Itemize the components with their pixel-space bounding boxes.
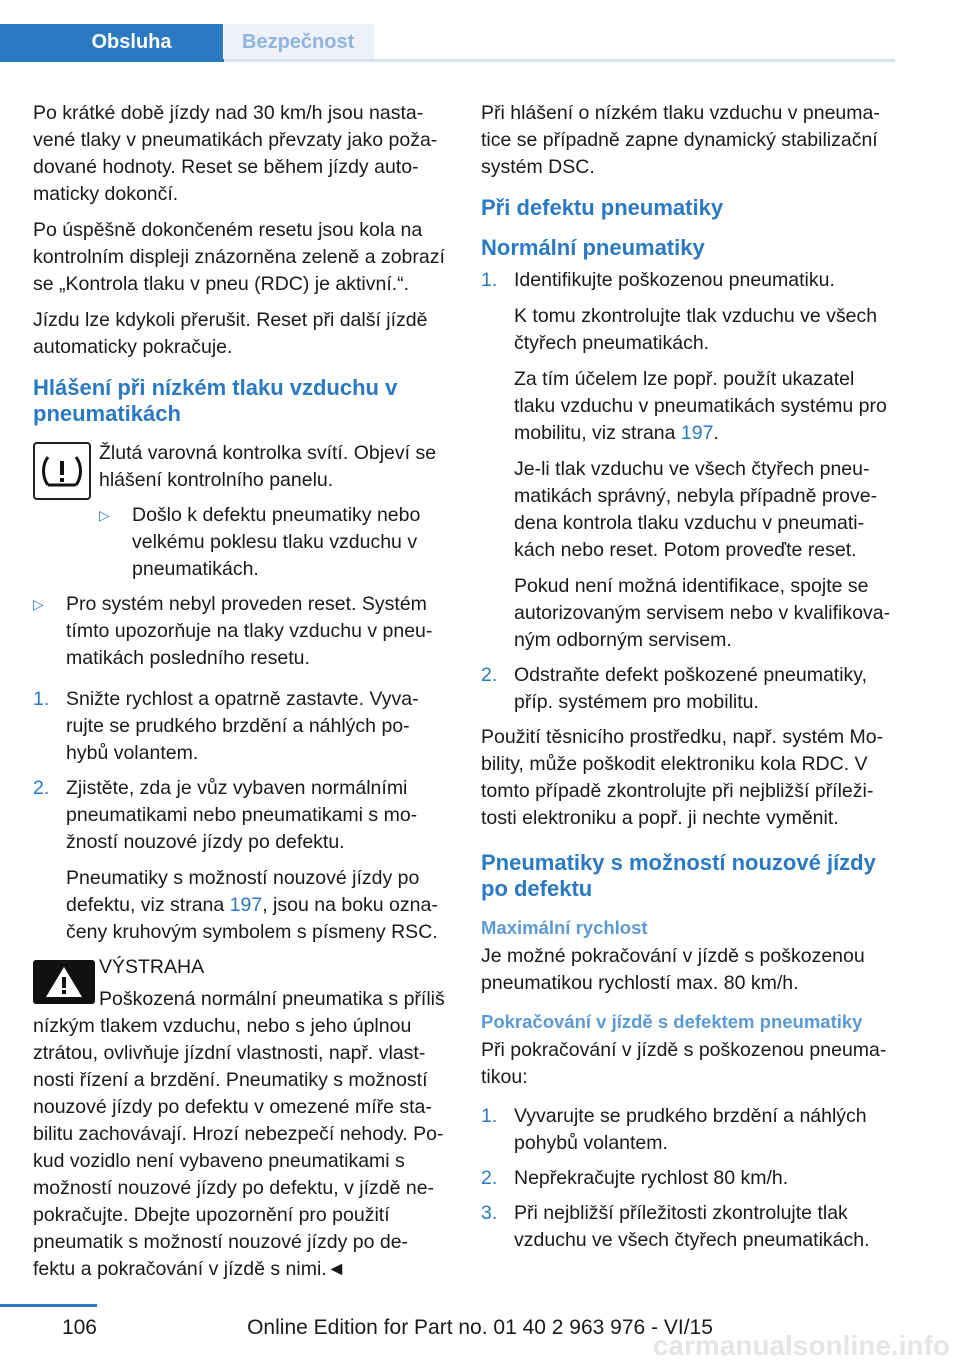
list-item: 1. Identifikujte poškozenou pneumatiku. K tomu zkontrolujte tlak vzduchu ve všech čtyřech pneumatikách. Za tím účelem lze popř. použít ukazatel tlaku vzduchu v pneumatikách systému pro mobilitu, viz strana 197. Je-li tlak vzduchu ve všech čtyřech pneu‐matikách správný, nebyla případně prove‐dena kontrola tlaku vzduchu v pneumati‐kách nebo reset. Potom proveďte reset. Pokud není možná identifikace, spojte se autorizovaným servisem nebo v kvalifikova‐ným odborným servisem. bbox=[481, 269, 891, 651]
indicator-text: Žlutá varovná kontrolka svítí. Objeví se hlášení kontrolního panelu. bbox=[99, 442, 437, 491]
page-number: 106 bbox=[61, 1316, 97, 1339]
page-link[interactable]: 197 bbox=[680, 422, 714, 444]
page-link[interactable]: 197 bbox=[229, 894, 263, 916]
step-number: 2. bbox=[33, 777, 50, 799]
section-heading: Pneumatiky s možností nouzové jízdy po defektu bbox=[481, 850, 876, 901]
header-tabs bbox=[0, 0, 895, 62]
step-list bbox=[481, 1103, 899, 1254]
list-item: 2. Odstraňte defekt poškozené pneumatiky, příp. systémem pro mobilitu. bbox=[481, 664, 868, 713]
bullet-list bbox=[33, 591, 448, 672]
step-number: 2. bbox=[481, 664, 498, 686]
section-heading: Při defektu pneumatiky bbox=[481, 195, 724, 220]
paragraph: Při hlášení o nízkém tlaku vzduchu v pneuma‐tice se případně zapne dynamický stabilizační systém DSC. bbox=[481, 102, 880, 178]
step-number: 1. bbox=[481, 269, 498, 291]
warning-title: VÝSTRAHA bbox=[99, 956, 205, 978]
paragraph: Použití těsnicího prostředku, např. systém Mo‐bility, může poškodit elektroniku kola RDC. V tomto případě zkontrolujte při nejbližší příleži‐tosti elektroniku a popř. ji nechte vyměnit. bbox=[481, 726, 884, 829]
step-number: 2. bbox=[481, 1167, 498, 1189]
step-list bbox=[481, 267, 899, 716]
step-number: 1. bbox=[481, 1105, 498, 1127]
list-item: 3. Při nejbližší příležitosti zkontrolujte tlak vzduchu ve všech čtyřech pneumatikách. bbox=[481, 1202, 870, 1251]
paragraph: Je možné pokračování v jízdě s poškozenou pneumatikou rychlostí max. 80 km/h. bbox=[481, 945, 865, 994]
warning-triangle-icon bbox=[33, 960, 95, 1004]
warning-block bbox=[33, 954, 448, 981]
list-item: 2. Nepřekračujte rychlost 80 km/h. bbox=[481, 1165, 899, 1192]
section-heading: Hlášení při nízkém tlaku vzduchu v pneumatikách bbox=[33, 375, 398, 426]
paragraph: Po krátké době jízdy nad 30 km/h jsou nasta‐vené tlaky v pneumatikách převzaty jako poža‐dované hodnoty. Reset se během jízdy auto‐maticky dokončí. bbox=[33, 102, 438, 205]
sub-heading: Pokračování v jízdě s defektem pneumatiky bbox=[481, 1011, 863, 1032]
paragraph: Po úspěšně dokončeném resetu jsou kola na kontrolním displeji znázorněna zeleně a zobrazí se „Kontrola tlaku v pneu (RDC) je aktivní.“. bbox=[33, 219, 445, 295]
list-item: ▷ Došlo k defektu pneumatiky nebo velkému poklesu tlaku vzduchu v pneumatikách. bbox=[99, 504, 421, 580]
tab-active-indicator bbox=[0, 59, 224, 62]
bullet-list bbox=[99, 502, 448, 583]
edition-footer: Online Edition for Part no. 01 40 2 963 976 - VI/15 bbox=[247, 1316, 713, 1339]
triangle-bullet-icon: ▷ bbox=[33, 596, 44, 612]
paragraph: Jízdu lze kdykoli přerušit. Reset při další jízdě automaticky pokračuje. bbox=[33, 309, 428, 358]
paragraph: Při pokračování v jízdě s poškozenou pneuma‐tikou: bbox=[481, 1039, 887, 1088]
triangle-bullet-icon: ▷ bbox=[99, 507, 110, 523]
list-item: ▷ Pro systém nebyl proveden reset. Systém tímto upozorňuje na tlaky vzduchu v pneu‐matikách posledního resetu. bbox=[33, 593, 433, 669]
left-column bbox=[33, 100, 448, 1283]
list-item: 1. Snižte rychlost a opatrně zastavte. Vyva‐rujte se prudkého brzdění a náhlých po‐hybů volantem. bbox=[33, 688, 419, 764]
step-note: Pneumatiky s možností nouzové jízdy po defektu, viz strana 197, jsou na boku ozna‐čeny kruhovým symbolem s písmeny RSC. bbox=[66, 867, 438, 943]
step-list bbox=[33, 686, 448, 946]
tab-bezpecnost[interactable]: Bezpečnost bbox=[224, 24, 374, 60]
step-number: 3. bbox=[481, 1202, 498, 1224]
page-number-rule bbox=[0, 1304, 97, 1307]
warning-text: Poškozená normální pneumatika s příliš nízkým tlakem vzduchu, nebo s jeho úplnou ztrátou, ovlivňuje jízdní vlastnosti, např. vlast‐nosti řízení a brzdění. Pneumatiky s možností nouzové jízdy po defektu v omezené míře sta‐bilitu zachovávají. Hrozí nebezpečí nehody. Po‐kud vozidlo není vybaveno pneumatikami s možností nouzové jízdy po defektu, v jízdě ne‐pokračujte. Dbejte upozornění pro použití pneumatik s možností nouzové jízdy po de‐fektu a pokračování v jízdě s nimi.◄ bbox=[33, 988, 445, 1280]
indicator-block bbox=[33, 440, 448, 583]
tab-obsluha[interactable]: Obsluha bbox=[0, 24, 223, 60]
subsection-heading: Normální pneumatiky bbox=[481, 235, 705, 260]
list-item: 2. Zjistěte, zda je vůz vybaven normálními pneumatikami nebo pneumatikami s mo‐žností nouzové jízdy po defektu. Pneumatiky s možností nouzové jízdy po defektu, viz strana 197, jsou na boku ozna‐čeny kruhovým symbolem s písmeny RSC. bbox=[33, 775, 448, 946]
right-column bbox=[481, 100, 899, 1262]
tire-pressure-warning-icon bbox=[33, 442, 91, 500]
list-item: 1. Vyvarujte se prudkého brzdění a náhlých pohybů volantem. bbox=[481, 1105, 867, 1154]
sub-heading: Maximální rychlost bbox=[481, 917, 648, 938]
watermark: carmanualsonline.info bbox=[652, 1330, 950, 1361]
step-number: 1. bbox=[33, 688, 50, 710]
